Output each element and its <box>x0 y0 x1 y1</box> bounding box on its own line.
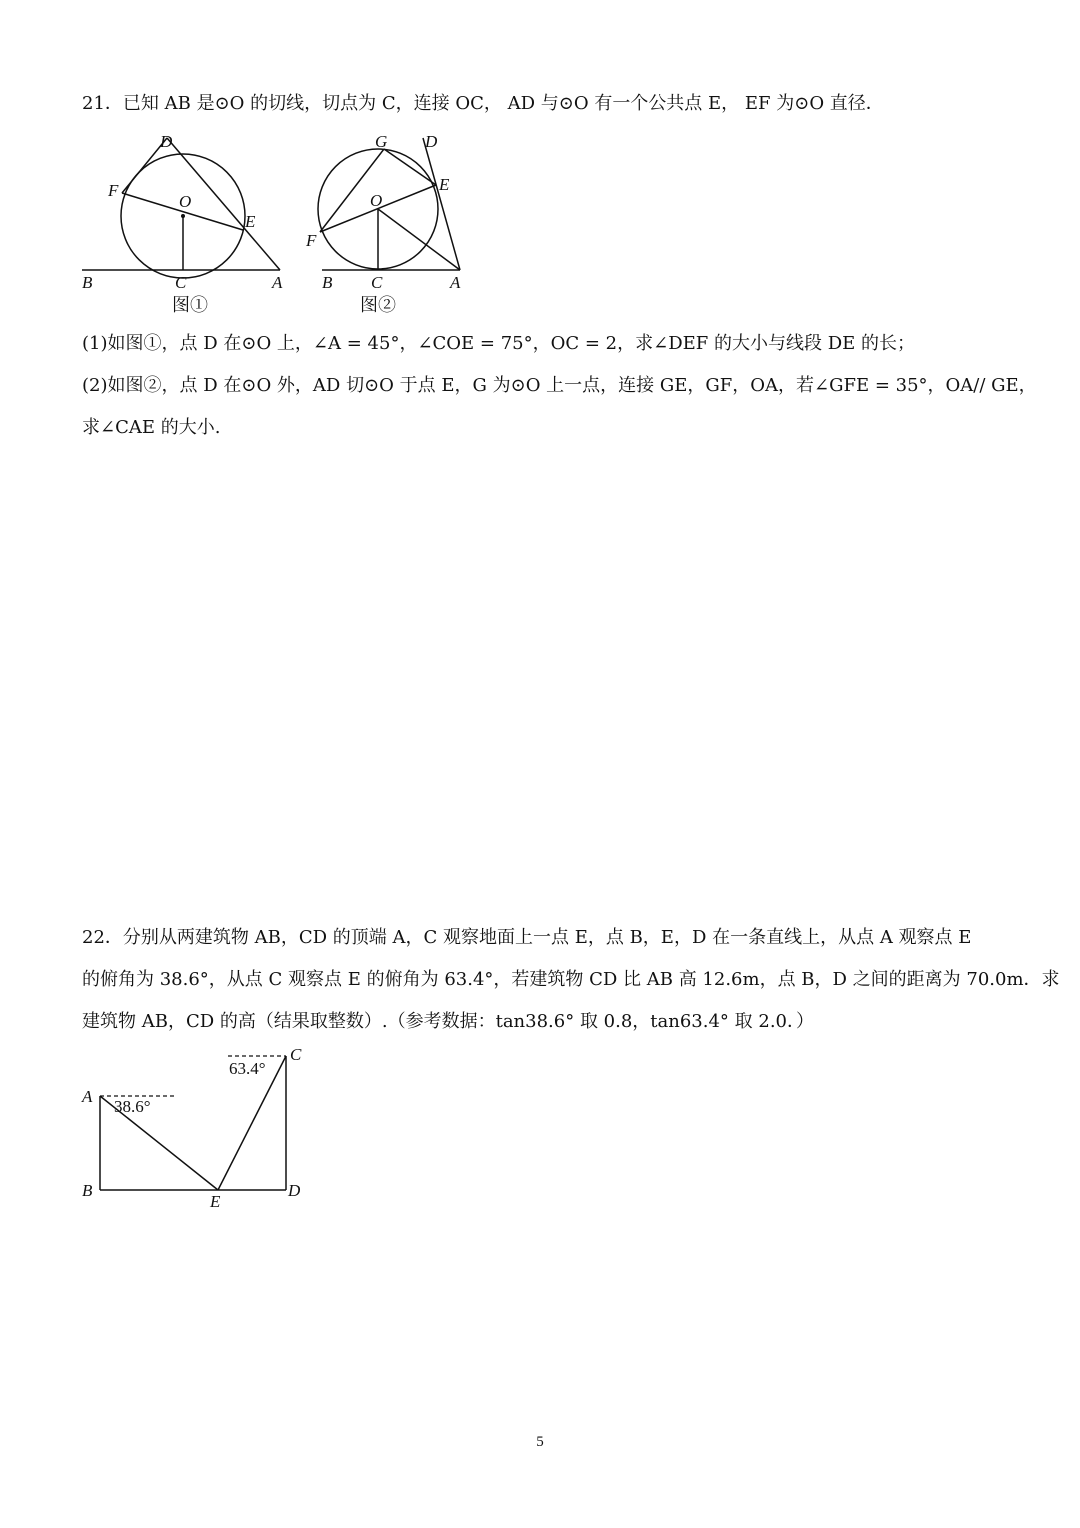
q22-figure <box>78 1042 318 1214</box>
label-b: B <box>322 273 333 292</box>
label-a: A <box>272 273 283 292</box>
label-b: B <box>82 273 93 292</box>
label-c: C <box>371 273 383 292</box>
label-e: E <box>245 212 256 231</box>
label-f: F <box>306 231 317 250</box>
q22-line1: 22．分别从两建筑物 AB，CD 的顶端 A，C 观察地面上一点 E，点 B，E，D 在一条直线上，从点 A 观察点 E <box>82 927 972 948</box>
label-d: D <box>160 132 173 151</box>
label-o: O <box>370 191 383 210</box>
label-e: E <box>210 1192 221 1211</box>
label-g: G <box>375 132 388 151</box>
label-c: C <box>175 273 187 292</box>
q21-part2-line1: (2)如图②，点 D 在⊙O 外，AD 切⊙O 于点 E，G 为⊙O 上一点，连接 GE，GF，OA，若∠GFE = 35°，OA// GE， <box>82 375 1037 396</box>
label-d: D <box>288 1181 301 1200</box>
q21-stem: 21．已知 AB 是⊙O 的切线，切点为 C，连接 OC， AD 与⊙O 有一个公共点 E， EF 为⊙O 直径． <box>82 93 884 114</box>
label-e: E <box>439 175 450 194</box>
page-number: 5 <box>536 1434 544 1450</box>
q21-part1: (1)如图①，点 D 在⊙O 上，∠A = 45°，∠COE = 75°，OC = 2，求∠DEF 的大小与线段 DE 的长； <box>82 333 916 354</box>
label-a: A <box>450 273 461 292</box>
label-a: A <box>82 1087 93 1106</box>
q21-part2-line2: 求∠CAE 的大小. <box>82 417 221 438</box>
label-c: C <box>290 1045 302 1064</box>
q21-figure-2 <box>300 128 480 320</box>
center-dot <box>181 214 185 218</box>
label-d: D <box>425 132 438 151</box>
figure-2-caption: 图② <box>360 295 396 315</box>
label-b: B <box>82 1181 93 1200</box>
q21-figure-1 <box>80 128 300 320</box>
segment-oa <box>378 209 460 270</box>
angle-label-a: 38.6° <box>114 1097 151 1116</box>
figure-1-caption: 图① <box>172 295 208 315</box>
tangent-da <box>423 138 460 270</box>
angle-label-c: 63.4° <box>229 1059 266 1078</box>
q22-line3: 建筑物 AB，CD 的高（结果取整数）.（参考数据：tan38.6° 取 0.8，tan63.4° 取 2.0．） <box>82 1011 815 1032</box>
label-f: F <box>108 181 119 200</box>
label-o: O <box>179 192 192 211</box>
q22-line2: 的俯角为 38.6°，从点 C 观察点 E 的俯角为 63.4°，若建筑物 CD 比 AB 高 12.6m，点 B，D 之间的距离为 70.0m．求 <box>82 969 1060 990</box>
